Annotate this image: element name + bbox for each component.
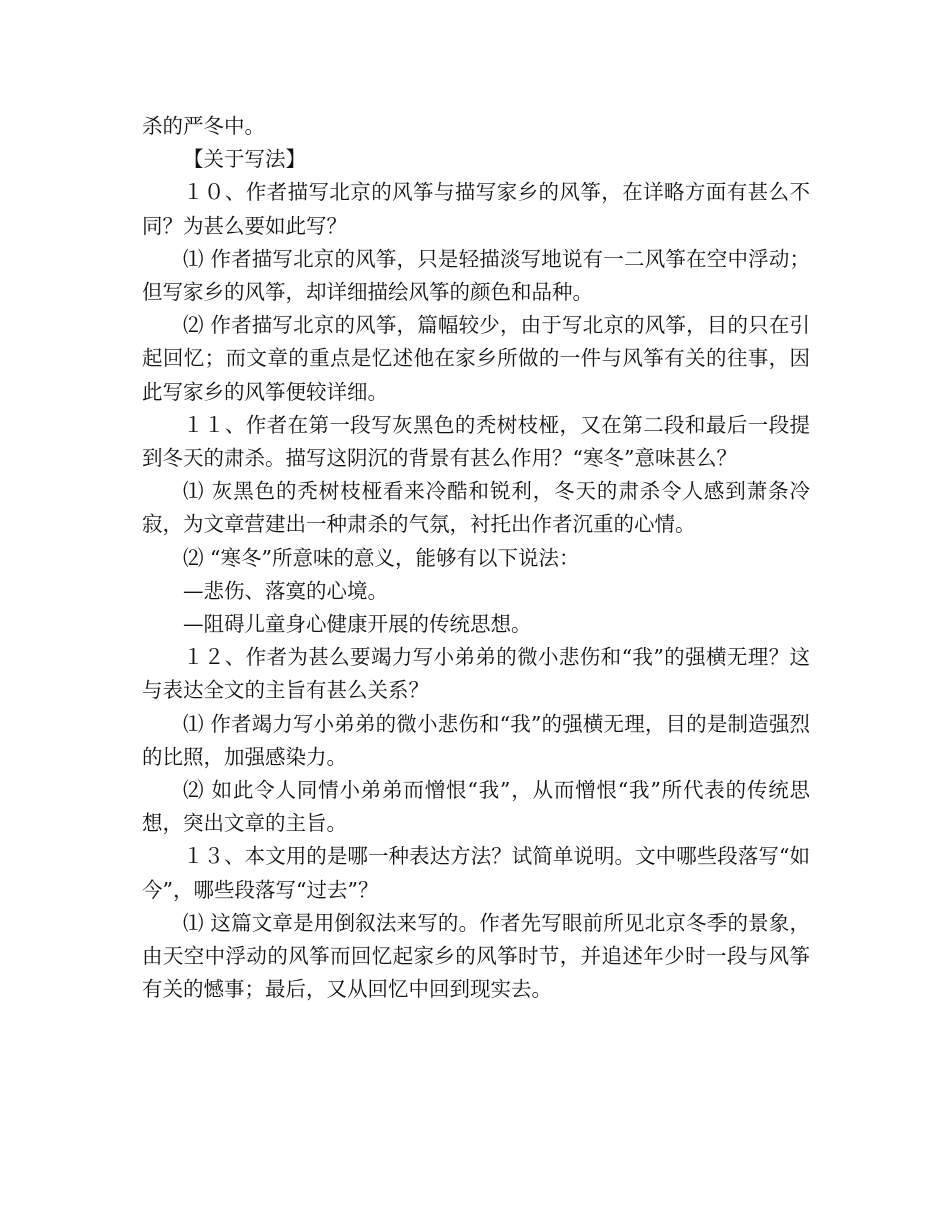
answer-10-1: ⑴ 作者描写北京的风筝，只是轻描淡写地说有一二风筝在空中浮动；但写家乡的风筝，却详细描绘风筝的颜色和品种。 <box>142 246 810 305</box>
paragraph: 杀的严冬中。 <box>142 114 265 138</box>
answer-12-2: ⑵ 如此令人同情小弟弟而憎恨“我”，从而憎恨“我”所代表的传统思想，突出文章的主旨。 <box>142 778 810 836</box>
answer-11-2: ⑵ “寒冬”所意味的意义，能够有以下说法： <box>183 545 580 570</box>
question-10: １０、作者描写北京的风筝与描写家乡的风筝，在详略方面有甚么不同？为甚么要如此写？ <box>142 180 810 238</box>
question-12: １２、作者为甚么要竭力写小弟弟的微小悲伤和“我”的强横无理？这与表达全文的主旨有甚么关系？ <box>142 645 810 703</box>
answer-11-2-point-b: —阻碍儿童身心健康开展的传统思想。 <box>183 612 532 637</box>
answer-13-1: ⑴ 这篇文章是用倒叙法来写的。作者先写眼前所见北京冬季的景象，由天空中浮动的风筝而回忆起家乡的风筝时节，并追述年少时一段与风筝有关的憾事；最后，又从回忆中回到现实去。 <box>142 910 810 1002</box>
question-13: １３、本文用的是哪一种表达方法？试简单说明。文中哪些段落写“如今”，哪些段落写“过去”？ <box>142 844 810 902</box>
answer-12-1: ⑴ 作者竭力写小弟弟的微小悲伤和“我”的强横无理，目的是制造强烈的比照，加强感染力。 <box>142 711 810 769</box>
answer-11-2-point-a: —悲伤、落寞的心境。 <box>183 578 388 603</box>
answer-11-1: ⑴ 灰黑色的秃树枝桠看来冷酷和锐利，冬天的肃杀令人感到萧条冷寂，为文章营建出一种肃杀的气氛，衬托出作者沉重的心情。 <box>142 479 810 537</box>
answer-10-2: ⑵ 作者描写北京的风筝，篇幅较少，由于写北京的风筝，目的只在引起回忆；而文章的重点是忆述他在家乡所做的一件与风筝有关的往事，因此写家乡的风筝便较详细。 <box>142 313 810 404</box>
question-11: １１、作者在第一段写灰黑色的秃树枝桠，又在第二段和最后一段提到冬天的肃杀。描写这阴沉的背景有甚么作用？“寒冬”意味甚么？ <box>142 412 810 471</box>
section-heading: 【关于写法】 <box>183 147 306 172</box>
document-body <box>142 110 810 1006</box>
